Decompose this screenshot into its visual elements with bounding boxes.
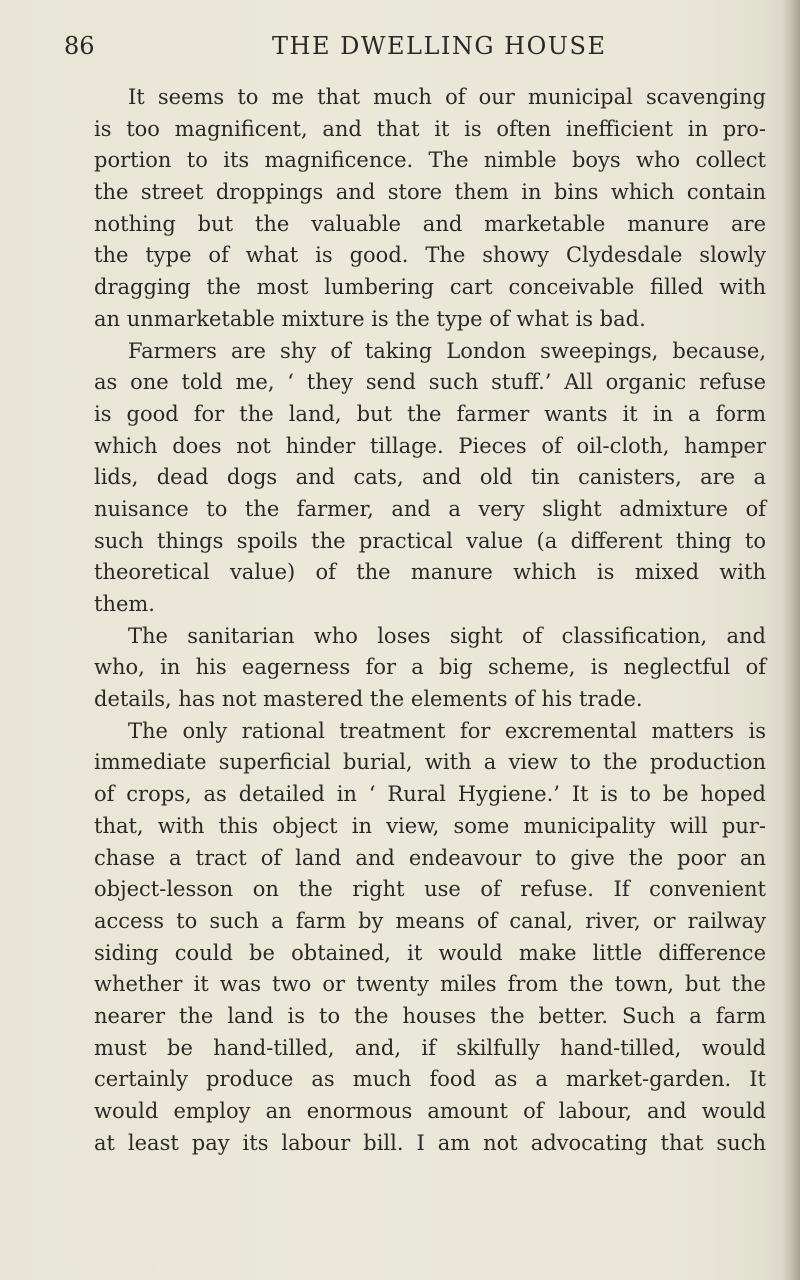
text-line: details, has not mastered the elements of his trade. bbox=[94, 687, 643, 712]
text-line: that, with this object in view, some municipality will pur- bbox=[94, 813, 766, 838]
text-line: chase a tract of land and endeavour to give the poor an bbox=[94, 845, 766, 870]
text-line: siding could be obtained, it would make little difference bbox=[94, 940, 766, 965]
running-head: THE DWELLING HOUSE bbox=[272, 32, 607, 60]
text-line: object-lesson on the right use of refuse. If convenient bbox=[94, 877, 766, 902]
body-text bbox=[94, 82, 766, 1159]
page-number: 86 bbox=[64, 32, 95, 60]
page-edge-shadow bbox=[782, 0, 800, 1280]
text-line: the street droppings and store them in bins which contain bbox=[94, 180, 766, 205]
text-line: is too magnificent, and that it is often inefficient in pro- bbox=[94, 116, 766, 141]
text-line: whether it was two or twenty miles from the town, but the bbox=[94, 972, 766, 997]
text-line: an unmarketable mixture is the type of what is bad. bbox=[94, 306, 646, 331]
text-line: portion to its magnificence. The nimble boys who collect bbox=[94, 148, 766, 173]
text-line: The sanitarian who loses sight of classification, and bbox=[128, 623, 766, 648]
text-line: must be hand-tilled, and, if skilfully hand-tilled, would bbox=[94, 1035, 766, 1060]
text-line: which does not hinder tillage. Pieces of oil-cloth, hamper bbox=[94, 433, 766, 458]
text-line: nearer the land is to the houses the better. Such a farm bbox=[94, 1003, 766, 1028]
text-line: lids, dead dogs and cats, and old tin canisters, are a bbox=[94, 465, 766, 490]
text-line: certainly produce as much food as a market-garden. It bbox=[94, 1067, 766, 1092]
text-line: such things spoils the practical value (a different thing to bbox=[94, 528, 766, 553]
text-line: them. bbox=[94, 592, 155, 616]
text-line: immediate superficial burial, with a view to the production bbox=[94, 750, 766, 775]
text-line: access to such a farm by means of canal, river, or railway bbox=[94, 908, 766, 933]
text-line: It seems to me that much of our municipal scavenging bbox=[128, 85, 766, 109]
text-line: dragging the most lumbering cart conceivable filled with bbox=[94, 275, 766, 300]
text-line: as one told me, ‘ they send such stuff.’ All organic refuse bbox=[94, 370, 766, 395]
text-line: nothing but the valuable and marketable manure are bbox=[94, 211, 766, 236]
text-line: nuisance to the farmer, and a very slight admixture of bbox=[94, 496, 766, 521]
text-line: is good for the land, but the farmer wants it in a form bbox=[94, 401, 766, 426]
text-line: The only rational treatment for excremental matters is bbox=[128, 718, 766, 743]
text-line: at least pay its labour bill. I am not advocating that such bbox=[94, 1130, 766, 1155]
text-line: Farmers are shy of taking London sweepings, because, bbox=[128, 338, 766, 363]
text-line: of crops, as detailed in ‘ Rural Hygiene.’ It is to be hoped bbox=[94, 782, 766, 807]
text-line: who, in his eagerness for a big scheme, is neglectful of bbox=[94, 655, 766, 680]
text-line: the type of what is good. The showy Clydesdale slowly bbox=[94, 243, 766, 268]
text-line: would employ an enormous amount of labour, and would bbox=[94, 1099, 766, 1123]
text-line: theoretical value) of the manure which is mixed with bbox=[94, 560, 766, 585]
